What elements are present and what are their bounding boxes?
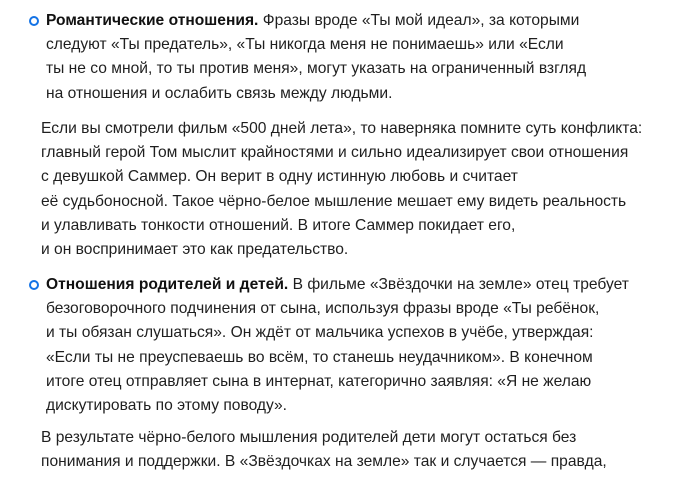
bullet-circle-icon [29,280,39,290]
text-line: на отношения и ослабить связь между людьми. [46,84,393,102]
text-line: В результате чёрно-белого мышления родителей дети могут остаться без [41,429,577,446]
text-line: «Если ты не преуспеваешь во всём, то станешь неудачником». В конечном [46,348,593,366]
text-line: В фильме «Звёздочки на земле» отец требует [288,276,629,293]
list-item-title: Романтические отношения. [46,12,259,29]
text-line: и он воспринимает это как предательство. [41,241,349,259]
text-line: Если вы смотрели фильм «500 дней лета», то наверняка помните суть конфликта: [41,120,643,137]
list-item-title: Отношения родителей и детей. [46,276,289,293]
text-line: Фразы вроде «Ты мой идеал», за которыми [258,12,580,29]
text-line: главный герой Том мыслит крайностями и сильно идеализирует свои отношения [41,144,629,162]
text-line: и улавливать тонкости отношений. В итоге Саммер покидает его, [41,216,516,234]
text-line: следуют «Ты предатель», «Ты никогда меня не понимаешь» или «Если [46,36,564,54]
bullet-circle-icon [29,16,39,26]
text-line: и ты обязан слушаться». Он ждёт от мальчика успехов в учёбе, утверждая: [46,324,594,342]
list-item-text [46,9,686,106]
text-line: её судьбоносной. Такое чёрно-белое мышление мешает ему видеть реальность [41,192,627,210]
list-item-first-line [46,273,686,297]
text-line: с девушкой Саммер. Он верит в одну истинную любовь и считает [41,168,518,186]
paragraph-conclusion [41,426,691,474]
text-line: дискутировать по этому поводу». [46,397,287,415]
list-item-first-line [46,9,686,33]
text-line: понимания и поддержки. В «Звёздочках на земле» так и случается — правда, [41,453,607,471]
paragraph-500-days-of-summer [41,117,691,262]
text-line: ты не со мной, то ты против меня», могут указать на ограниченный взгляд [46,60,587,78]
text-line: безоговорочного подчинения от сына, используя фразы вроде «Ты ребёнок, [46,300,600,318]
text-line: итоге отец отправляет сына в интернат, категорично заявляя: «Я не желаю [46,372,592,390]
list-item-text [46,273,686,418]
